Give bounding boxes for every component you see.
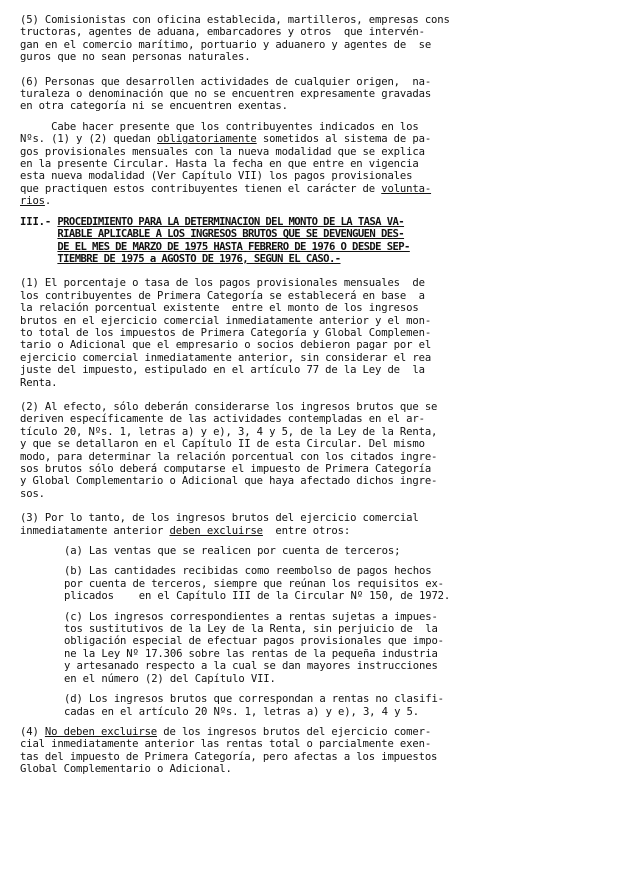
note-paragraph [20, 121, 614, 208]
heading-line: PROCEDIMIENTO PARA LA DETERMINACION DEL MONTO DE LA TASA VA- [57, 215, 405, 228]
text-line: por cuenta de terceros, siempre que reúnan los requisitos ex- [64, 577, 444, 590]
text-line: ejercicio comercial inmediatamente anterior, sin considerar el rea [20, 351, 432, 364]
text-line: plicados en el Capítulo III de la Circular Nº 150, de 1972. [64, 590, 451, 603]
underlined-text: deben excluirse [169, 524, 263, 537]
section-heading [20, 216, 614, 266]
underlined-text: volunta- [381, 182, 432, 195]
text-line: inmediatamente anterior deben excluirse entre otros: [20, 524, 351, 537]
text-line: y que se detallaron en el Capítulo II de esta Circular. Del mismo [20, 438, 425, 451]
text-line: Nºs. (1) y (2) quedan obligatoriamente sometidos al sistema de pa- [20, 133, 432, 146]
section-number: III.- [20, 215, 58, 228]
text-line: (a) Las ventas que se realicen por cuenta de terceros; [64, 545, 401, 558]
item-1 [20, 277, 614, 389]
text-line: tos sustitutivos de la Ley de la Renta, sin perjuicio de la [64, 623, 438, 636]
text-line: deriven específicamente de las actividades contempladas en el ar- [20, 413, 425, 426]
text-line: cial inmediatamente anterior las rentas total o parcialmente exen- [20, 738, 432, 751]
text-line: esta nueva modalidad (Ver Capítulo VII) los pagos provisionales [20, 170, 413, 183]
text-line: y artesanado respecto a la cual se dan mayores instrucciones [64, 660, 438, 673]
text-line: (5) Comisionistas con oficina establecida, martilleros, empresas cons [20, 14, 450, 26]
item-2 [20, 401, 614, 500]
item-4 [20, 726, 614, 776]
text-line: turaleza o denominación que no se encuentren expresamente gravadas [20, 88, 432, 101]
text-line: (3) Por lo tanto, de los ingresos brutos del ejercicio comercial [20, 512, 419, 525]
text-line: tas del impuesto de Primera Categoría, pero afectas a los impuestos [20, 750, 438, 763]
text-line: (2) Al efecto, sólo deberán considerarse los ingresos brutos que se [20, 400, 438, 413]
heading-line: RIABLE APLICABLE A LOS INGRESOS BRUTOS QUE SE DEVENGUEN DES- [57, 228, 405, 241]
heading-line: DE EL MES DE MARZO DE 1975 HASTA FEBRERO DE 1976 O DESDE SEP- [57, 240, 410, 253]
text-line: tructoras, agentes de aduana, embarcadores y otros que intervén- [20, 26, 425, 39]
paragraph-5 [20, 14, 614, 64]
text-line: sos. [20, 487, 45, 500]
text-line: to total de los impuestos de Primera Categoría y Global Complemen- [20, 326, 432, 339]
text-line: guros que no sean personas naturales. [20, 51, 251, 64]
subitem-d [20, 693, 614, 718]
subitem-b [20, 565, 614, 602]
item-3 [20, 512, 614, 718]
text-line: ne la Ley Nº 17.306 sobre las rentas de la pequeña industria [64, 647, 438, 660]
text-line: (6) Personas que desarrollen actividades de cualquier origen, na- [20, 75, 432, 88]
text-line: gos provisionales mensuales con la nueva modalidad que se explica [20, 145, 425, 158]
underlined-text: obligatoriamente [157, 133, 257, 146]
text-line: gan en el comercio marítimo, portuario y aduanero y agentes de se [20, 38, 432, 51]
text-line: y Global Complementario o Adicional que haya afectado dichos ingre- [20, 475, 438, 488]
text-line: (d) Los ingresos brutos que correspondan a rentas no clasifi- [64, 693, 444, 706]
text-line: en la presente Circular. Hasta la fecha en que entre en vigencia [20, 158, 419, 171]
text-line: en el número (2) del Capítulo VII. [64, 672, 276, 685]
text-line: Renta. [20, 376, 58, 389]
heading-line: TIEMBRE DE 1975 a AGOSTO DE 1976, SEGUN EL CASO.- [57, 252, 341, 265]
text-line: tículo 20, Nºs. 1, letras a) y e), 3, 4 y 5, de la Ley de la Renta, [20, 425, 438, 438]
text-line: sos brutos sólo deberá computarse el impuesto de Primera Categoría [20, 463, 432, 475]
text-line: que practiquen estos contribuyentes tienen el carácter de volunta- [20, 182, 432, 195]
text-line: en otra categoría ni se encuentren exentas. [20, 100, 288, 113]
text-line: brutos en el ejercicio comercial inmediatamente anterior y el mon- [20, 314, 432, 327]
subitem-c [20, 611, 614, 685]
underlined-text: No deben excluirse [44, 725, 158, 738]
text-line: rios. [20, 195, 52, 208]
underlined-text: rios [20, 195, 45, 208]
text-line: juste del impuesto, estipulado en el artículo 77 de la Ley de la [20, 364, 425, 377]
text-line: cadas en el artículo 20 Nºs. 1, letras a) y e), 3, 4 y 5. [64, 705, 419, 718]
text-line: obligación especial de efectuar pagos provisionales que impo- [64, 635, 444, 648]
text-line: modo, para determinar la relación porcentual con los citados ingre- [20, 450, 438, 463]
text-line: (b) Las cantidades recibidas como reembolso de pagos hechos [64, 565, 432, 578]
text-line: Cabe hacer presente que los contribuyentes indicados en los [20, 120, 419, 133]
text-line: (1) El porcentaje o tasa de los pagos provisionales mensuales de [20, 277, 425, 290]
paragraph-6 [20, 76, 614, 113]
text-line: (c) Los ingresos correspondientes a rentas sujetas a impues- [64, 610, 438, 623]
subitem-a [20, 545, 614, 557]
text-line: Global Complementario o Adicional. [20, 763, 232, 776]
text-line: (4) No deben excluirse de los ingresos brutos del ejercicio comer- [20, 725, 432, 738]
text-line: los contribuyentes de Primera Categoría se establecerá en base a [20, 289, 425, 302]
text-line: tario o Adicional que el empresario o socios debieron pagar por el [20, 339, 432, 352]
text-line: la relación porcentual existente entre el monto de los ingresos [20, 302, 419, 315]
